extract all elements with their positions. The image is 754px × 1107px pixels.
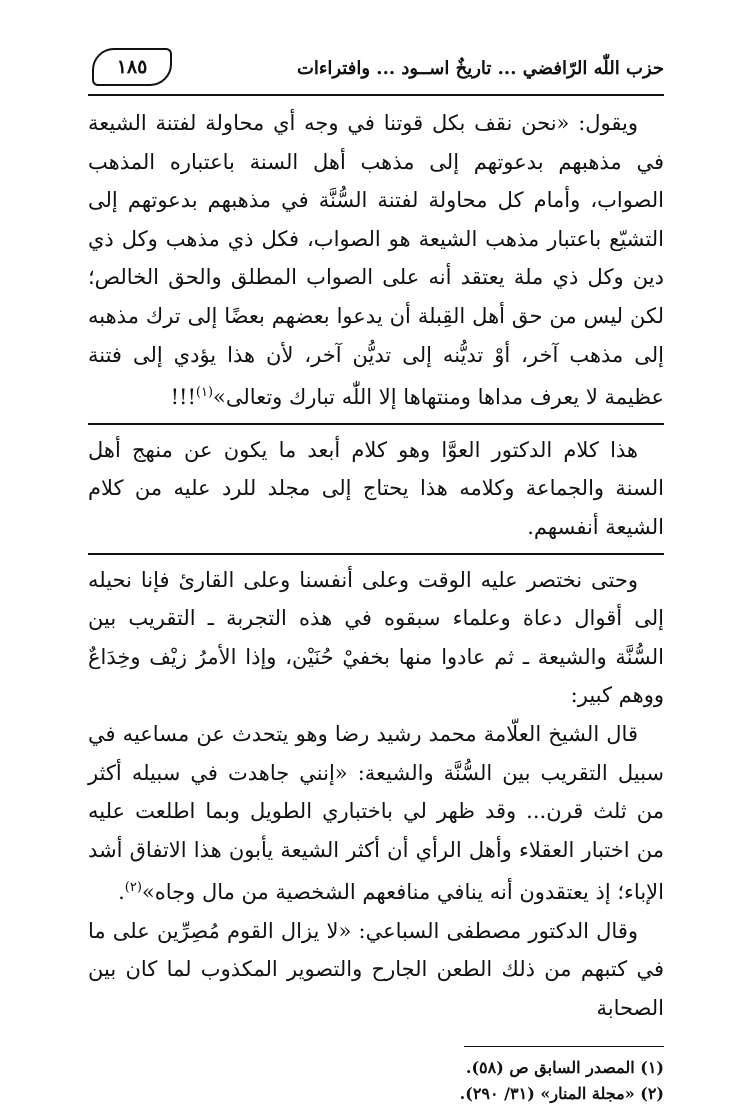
paragraph-separator [88,553,664,555]
paragraph [88,104,664,417]
paragraph-separator [88,423,664,425]
paragraph [88,431,664,547]
footnote-ref: (٢) [124,880,142,896]
paragraph [88,561,664,715]
paragraph [88,912,664,1028]
footnote-ref: (١) [195,385,214,401]
footnote: (٢) «مجلة المنار» (٣١/ ٢٩٠). [459,1084,664,1104]
header-title: حزب اللّٰه الرّافضي ... تاريخٌ اســود ... وافتراءات [296,58,664,79]
paragraph-text: ويقول: «نحن نقف بكل قوتنا في وجه أي محاولة لفتنة الشيعة في مذهبهم بدعوتهم إلى مذهب أهل السنة باعتباره المذهب الصواب، وأمام كل محاولة لفتنة السُّنَّة في مذهبهم بدعوتهم إلى التشيّع باعتبار مذهب الشيعة هو الصواب، فكل ذي مذهب وكل ذي دين وكل ذي ملة يعتقد أنه على الصواب المطلق والحق الخالص؛ لكن ليس من حق أهل القِبلة أن يدعوا بعضهم بعضًا إلى ترك مذهبه إلى مذهب آخر، أوْ تديُّنه إلى تديُّن آخر، لأن هذا يؤدي إلى فتنة عظيمة لا يعرف مداها ومنتهاها إلا اللّٰه تبارك وتعالى» [88,111,664,410]
paragraph-text: قال الشيخ العلّامة محمد رشيد رضا وهو يتحدث عن مساعيه في سبيل التقريب بين السُّنَّة والشيعة: «إنني جاهدت في سبيله أكثر من ثلث قرن... وقد ظهر لي باختباري الطويل وبما اطلعت عليه من اختبار العقلاء وأهل الرأي أن أكثر الشيعة يأبون هذا الاتفاق أشد الإباء؛ إذ يعتقدون أنه ينافي منافعهم الشخصية من مال وجاه» [88,721,664,905]
paragraph-text: هذا كلام الدكتور العوَّا وهو كلام أبعد ما يكون عن منهج أهل السنة والجماعة وكلامه هذا يحتاج إلى مجلد للرد عليه من كلام الشيعة أنفسهم. [88,437,664,539]
footnotes [88,1055,664,1107]
footnote: (١) المصدر السابق ص (٥٨). [465,1058,664,1078]
running-header [88,44,664,96]
paragraph-tail: !!! [170,385,196,410]
paragraph-tail: . [118,880,125,905]
paragraph [88,715,664,912]
paragraph-text: وحتى نختصر عليه الوقت وعلى أنفسنا وعلى القارئ فإنا نحيله إلى أقوال دعاة وعلماء سبقوه في هذه التجربة ـ التقريب بين السُّنَّة والشيعة ـ ثم عادوا منها بخفيْ حُنَيْن، وإذا الأمرُ زيْف وخِدَاعٌ ووهم كبير: [88,567,664,708]
paragraph-text: وقال الدكتور مصطفى السباعي: «لا يزال القوم مُصِرِّين على ما في كتبهم من ذلك الطعن الجارح والتصوير المكذوب لما كان بين الصحابة [88,918,664,1021]
footnote-divider [464,1046,664,1048]
page-number-badge: ١٨٥ [92,48,172,86]
main-text [88,104,664,1028]
